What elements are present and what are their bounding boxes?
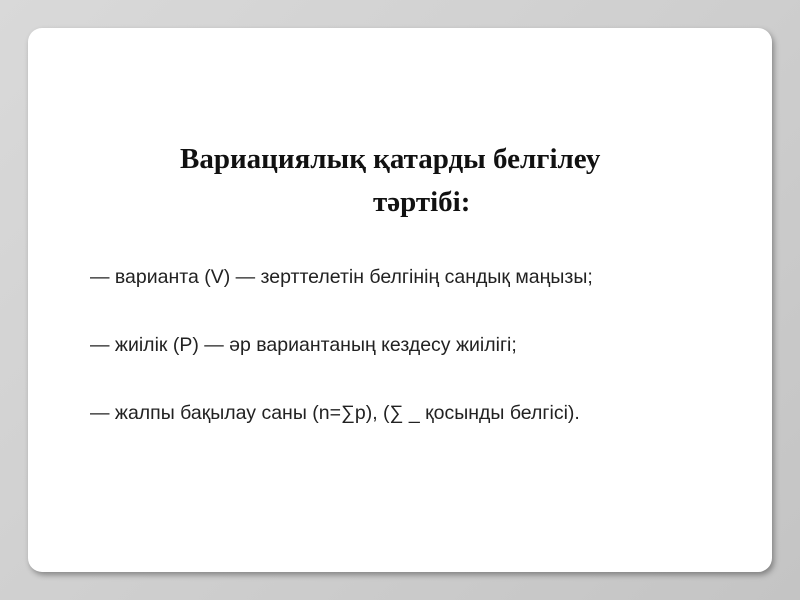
definition-list	[90, 260, 790, 464]
definition-item-variant: — варианта (V) — зерттелетін белгінің сандық маңызы;	[90, 266, 593, 288]
slide-title-line-1: Вариациялық қатарды белгілеу	[180, 143, 601, 175]
slide-title	[28, 138, 772, 224]
definition-item-total-count: — жалпы бақылау саны (n=∑p), (∑ _ қосынды белгісі).	[90, 402, 580, 424]
definition-item-frequency: — жиілік (Р) — әр вариантаның кездесу жиілігі;	[90, 334, 517, 356]
slide-title-line-2: тәртібі:	[373, 186, 471, 218]
slide-card	[28, 28, 772, 572]
